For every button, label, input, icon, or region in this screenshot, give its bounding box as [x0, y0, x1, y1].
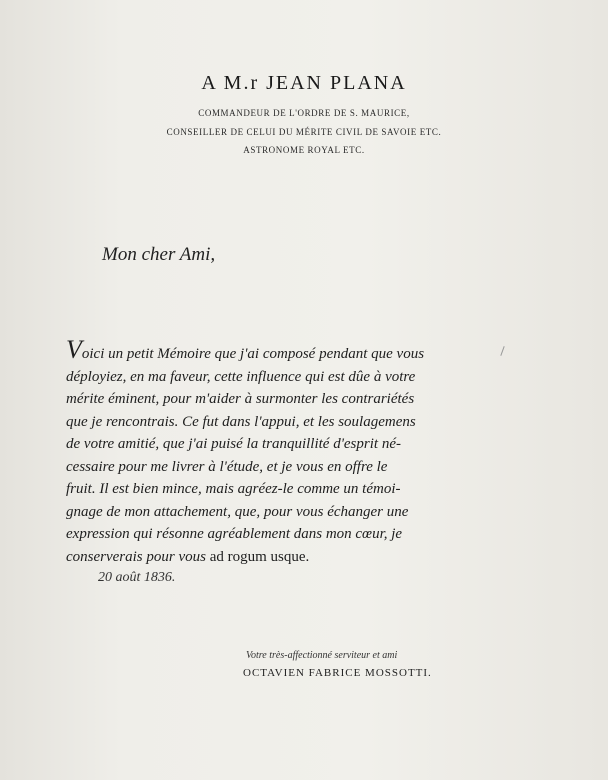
body-line: cessaire pour me livrer à l'étude, et je vous en offre le [66, 458, 388, 475]
body-line: que je rencontrais. Ce fut dans l'appui, et les soulagemens [66, 413, 416, 430]
margin-mark [500, 346, 504, 356]
body-line: Voici un petit Mémoire que j'ai composé pendant que vous [66, 335, 425, 364]
dedication-line-2: CONSEILLER DE CELUI DU MÉRITE CIVIL DE SAVOIE ETC. [166, 127, 442, 137]
signature-name: OCTAVIEN FABRICE MOSSOTTI. [243, 667, 432, 679]
dedication-line-1: COMMANDEUR DE L'ORDRE DE S. MAURICE, [198, 108, 410, 118]
drop-cap: V [66, 335, 82, 364]
body-line: déployiez, en ma faveur, cette influence qui est dûe à votre [66, 368, 416, 385]
body-line-last: conserverais pour vous ad rogum usque. [66, 548, 310, 565]
dedication-line-3: ASTRONOME ROYAL ETC. [243, 145, 365, 155]
latin-phrase: ad rogum usque. [209, 548, 310, 565]
body-line: expression qui résonne agréablement dans mon cœur, je [66, 526, 403, 542]
dedication-title: A M.r JEAN PLANA [201, 72, 407, 94]
salutation: Mon cher Ami, [102, 244, 216, 265]
signature-closing: Votre très-affectionné serviteur et ami [246, 650, 398, 661]
letter-date: 20 août 1836. [98, 570, 176, 585]
body-line: mérite éminent, pour m'aider à surmonter les contrariétés [66, 391, 415, 407]
body-line: fruit. Il est bien mince, mais agréez-le comme un témoi- [66, 481, 401, 497]
letter-body [66, 335, 496, 568]
body-line: gnage de mon attachement, que, pour vous échanger une [66, 503, 409, 520]
body-line: de votre amitié, que j'ai puisé la tranquillité d'esprit né- [66, 436, 401, 452]
